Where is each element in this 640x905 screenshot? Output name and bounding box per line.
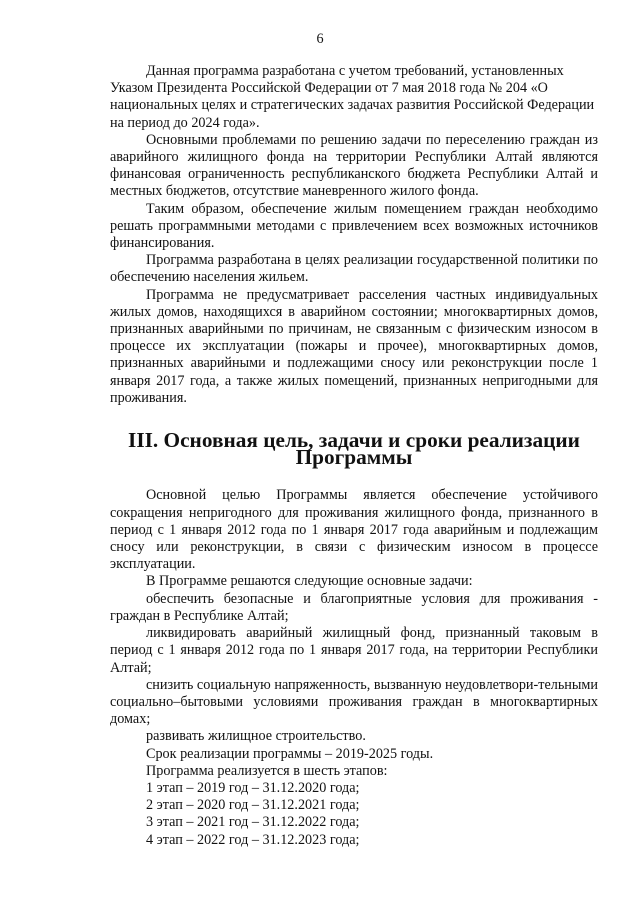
stage-item: 3 этап – 2021 год – 31.12.2022 года;: [146, 814, 360, 831]
section-heading: III. Основная цель, задачи и сроки реализации Программы: [128, 428, 580, 470]
paragraph: Данная программа разработана с учетом требований, установленных Указом Президента Российской Федерации от 7 мая 2018 года № 204 «О национальных целях и стратегических задачах развития Российской Федерации на период до 2024 года».: [110, 63, 595, 131]
paragraph: В Программе решаются следующие основные задачи:: [146, 573, 473, 590]
stage-item: 4 этап – 2022 год – 31.12.2023 года;: [146, 831, 360, 848]
task-item: ликвидировать аварийный жилищный фонд, признанный таковым в период с 1 января 2012 года по 1 января 2017 года, на территории Республики Алтай;: [110, 625, 598, 676]
paragraph: Основными проблемами по решению задачи по переселению граждан из аварийного жилищного фонда на территории Республики Алтай являются финансовая ограниченность республиканского бюджета Республики Алтай и местных бюджетов, отсутствие маневренного жилого фонда.: [110, 131, 598, 200]
stage-item: 1 этап – 2019 год – 31.12.2020 года;: [146, 779, 360, 796]
document-body: [110, 63, 598, 849]
page-number: 6: [316, 31, 324, 47]
paragraph: Программа разработана в целях реализации государственной политики по обеспечению населения жильем.: [110, 252, 598, 286]
stages-list: [110, 780, 598, 849]
paragraph: Срок реализации программы – 2019-2025 годы.: [146, 745, 434, 762]
paragraph: Основной целью Программы является обеспечение устойчивого сокращения непригодного для проживания жилищного фонда, признанного в период с 1 января 2012 года по 1 января 2017 года аварийным и подлежащим сносу или реконструкции, в связи с физическим износом в процессе эксплуатации.: [110, 487, 598, 573]
paragraph: Таким образом, обеспечение жилым помещением граждан необходимо решать программными методами с привлечением всех возможных источников финансирования.: [110, 200, 598, 252]
paragraph: Программа не предусматривает расселения частных индивидуальных жилых домов, находящихся в аварийном состоянии; многоквартирных домов, признанных аварийными по причинам, не связанным с физическим износом в процессе их эксплуатации (пожары и прочее), многоквартирных домов, признанных аварийными и подлежащими сносу или реконструкции после 1 января 2017 года, а также жилых помещений, признанных непригодными для проживания.: [110, 286, 598, 406]
task-item: развивать жилищное строительство.: [146, 728, 366, 745]
paragraph: Программа реализуется в шесть этапов:: [146, 762, 388, 779]
stage-item: 2 этап – 2020 год – 31.12.2021 года;: [146, 797, 360, 814]
task-item: снизить социальную напряженность, вызванную неудовлетвори-тельными социально–бытовыми условиями проживания граждан в многоквартирных домах;: [110, 676, 598, 728]
task-item: обеспечить безопасные и благоприятные условия для проживания - граждан в Республике Алтай;: [110, 590, 598, 624]
